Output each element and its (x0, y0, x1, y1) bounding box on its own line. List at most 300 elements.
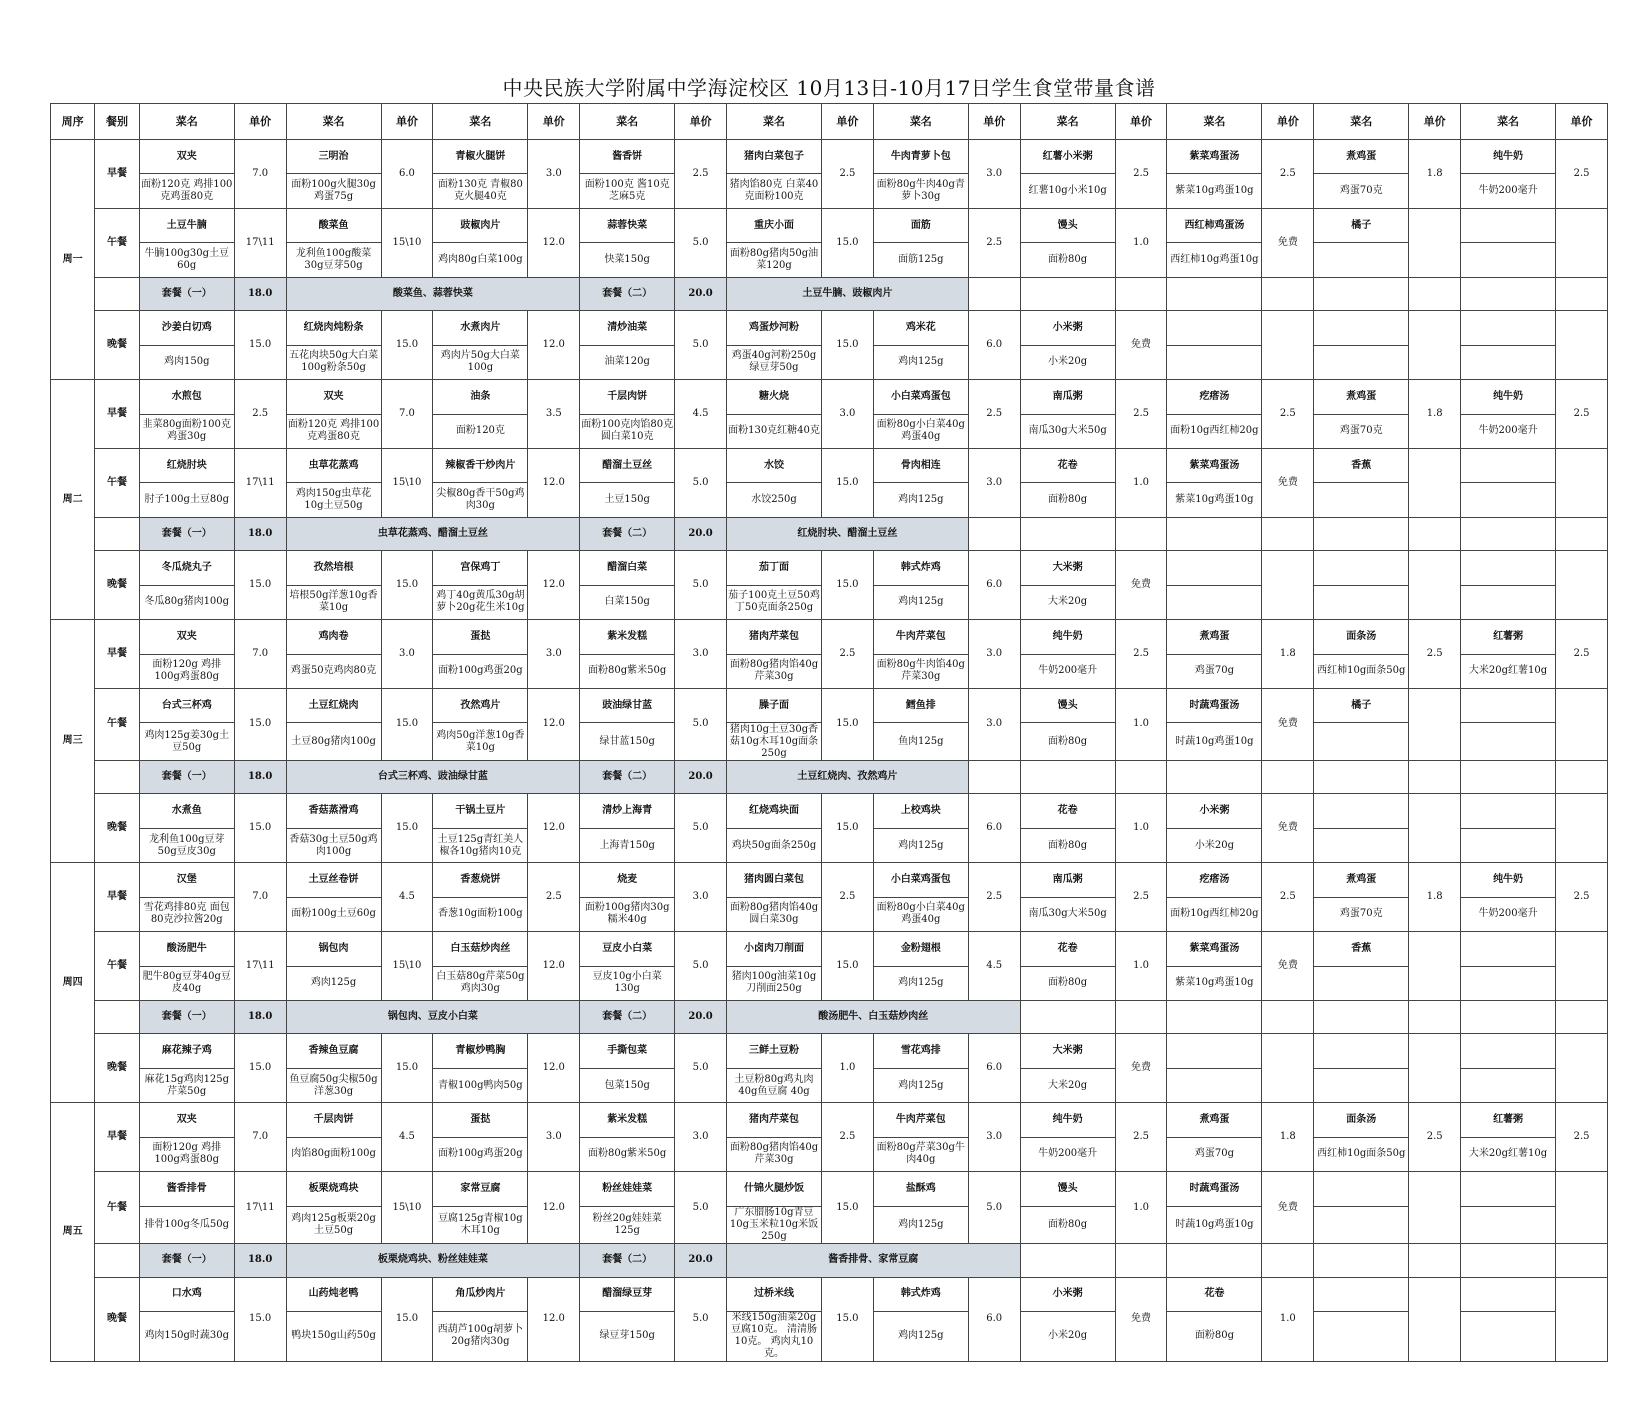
empty-cell (1461, 1244, 1556, 1277)
dish-ingredients: 面粉80g牛肉40g青萝卜30g (873, 174, 968, 208)
dish-price: 5.0 (675, 1034, 727, 1103)
dish-name (1167, 1034, 1262, 1068)
week-header: 周序 (51, 104, 95, 140)
dish-name: 家常豆腐 (433, 1172, 528, 1206)
dish-price (1409, 1277, 1461, 1361)
empty-cell (1461, 277, 1556, 310)
dish-ingredients: 白菜150g (580, 585, 675, 619)
dish-ingredients: 肥牛80g豆芽40g豆皮40g (139, 966, 234, 1000)
dish-price: 免费 (1262, 208, 1314, 277)
dish-name-header: 菜名 (139, 104, 234, 140)
dish-name: 青椒炒鸭胸 (433, 1034, 528, 1068)
dish-price: 4.5 (675, 380, 727, 449)
dish-price: 免费 (1262, 1172, 1314, 1244)
set-menu-row (51, 277, 1608, 310)
dish-ingredients (1314, 828, 1409, 862)
dish-ingredients: 豆皮10g小白菜130g (580, 966, 675, 1000)
dish-name: 蒜蓉快菜 (580, 208, 675, 242)
dish-ingredients: 广东腊肠10g青豆10g玉米粒10g米饭250g (726, 1206, 821, 1243)
meal-label: 晚餐 (95, 551, 139, 620)
dish-ingredients: 鸡肉125g (873, 828, 968, 862)
dish-price: 2.5 (528, 863, 580, 932)
dish-price: 2.5 (1409, 1103, 1461, 1172)
dish-name: 馒头 (1020, 1172, 1115, 1206)
dish-ingredients (1461, 966, 1556, 1000)
menu-row (51, 1034, 1608, 1068)
dish-price: 4.5 (381, 1103, 433, 1172)
dish-ingredients: 面粉120克 (433, 414, 528, 448)
menu-row (51, 380, 1608, 414)
menu-row (51, 620, 1608, 654)
set-menu-row (51, 1000, 1608, 1033)
dish-name: 纯牛奶 (1461, 380, 1556, 414)
day-label: 周四 (51, 863, 95, 1103)
dish-ingredients (1167, 1068, 1262, 1102)
dish-name: 孜然培根 (286, 551, 381, 585)
dish-name (1461, 208, 1556, 242)
set-description: 台式三杯鸡、豉油绿甘蓝 (286, 760, 580, 793)
set-description: 红烧肘块、醋溜土豆丝 (726, 517, 968, 550)
dish-name: 小卤肉刀削面 (726, 932, 821, 966)
dish-name: 鳕鱼排 (873, 689, 968, 723)
dish-ingredients: 麻花15g鸡肉125g芹菜50g (139, 1068, 234, 1102)
dish-price: 15.0 (234, 689, 286, 761)
dish-ingredients: 牛奶200毫升 (1461, 174, 1556, 208)
dish-price: 15.0 (234, 551, 286, 620)
dish-name: 韩式炸鸡 (873, 1277, 968, 1311)
dish-ingredients: 牛奶200毫升 (1461, 414, 1556, 448)
dish-price: 1.0 (1262, 1277, 1314, 1361)
dish-price: 6.0 (968, 1277, 1020, 1361)
meal-label: 午餐 (95, 932, 139, 1001)
dish-name: 小米粥 (1020, 311, 1115, 345)
dish-price: 3.0 (968, 1103, 1020, 1172)
dish-ingredients: 排骨100g冬瓜50g (139, 1206, 234, 1243)
page-title: 中央民族大学附属中学海淀校区 10月13日-10月17日学生食堂带量食谱 (502, 76, 1156, 100)
day-label: 周二 (51, 380, 95, 620)
dish-ingredients (1167, 345, 1262, 379)
dish-name: 台式三杯鸡 (139, 689, 234, 723)
dish-ingredients (1461, 1206, 1556, 1243)
dish-name: 红薯粥 (1461, 620, 1556, 654)
dish-ingredients (1314, 345, 1409, 379)
dish-name: 花卷 (1020, 794, 1115, 828)
dish-ingredients: 龙利鱼100g酸菜30g豆芽50g (286, 243, 381, 277)
dish-price: 6.0 (968, 551, 1020, 620)
dish-price: 15.0 (822, 448, 874, 517)
empty-cell (1314, 277, 1409, 310)
dish-name: 手撕包菜 (580, 1034, 675, 1068)
dish-name: 酱香排骨 (139, 1172, 234, 1206)
dish-ingredients: 大米20g (1020, 585, 1115, 619)
dish-name (1314, 794, 1409, 828)
dish-price: 4.5 (968, 932, 1020, 1001)
dish-price: 12.0 (528, 1172, 580, 1244)
dish-name: 红烧肉炖粉条 (286, 311, 381, 345)
dish-price (1262, 1034, 1314, 1103)
set-description: 土豆红烧肉、孜然鸡片 (726, 760, 968, 793)
empty-cell (1020, 1244, 1115, 1277)
dish-price: 1.0 (1115, 208, 1167, 277)
dish-ingredients: 牛奶200毫升 (1020, 1137, 1115, 1171)
dish-price (1556, 311, 1608, 380)
dish-ingredients: 面粉80g牛肉馅40g芹菜30g (873, 654, 968, 688)
set-description: 酱香排骨、家常豆腐 (726, 1244, 1020, 1277)
dish-price: 2.5 (1409, 620, 1461, 689)
dish-name: 醋溜绿豆芽 (580, 1277, 675, 1311)
dish-name: 纯牛奶 (1461, 140, 1556, 174)
dish-name: 香蕉 (1314, 448, 1409, 482)
dish-ingredients: 面粉100g鸡蛋20g (433, 1137, 528, 1171)
dish-price: 免费 (1115, 311, 1167, 380)
dish-price: 1.0 (1115, 1172, 1167, 1244)
set-price: 20.0 (675, 1000, 727, 1033)
meal-label: 午餐 (95, 208, 139, 277)
dish-name: 牛肉芹菜包 (873, 1103, 968, 1137)
dish-ingredients: 培根50g洋葱10g香菜10g (286, 585, 381, 619)
dish-ingredients (1461, 828, 1556, 862)
set-description: 锅包肉、豆皮小白菜 (286, 1000, 580, 1033)
dish-price: 2.5 (1262, 140, 1314, 209)
set-label: 套餐（二） (580, 1244, 675, 1277)
meal-label: 晚餐 (95, 794, 139, 863)
empty-cell (1115, 517, 1167, 550)
dish-name: 金粉翅根 (873, 932, 968, 966)
dish-price: 2.5 (1262, 380, 1314, 449)
set-menu-row (51, 760, 1608, 793)
dish-price: 15\10 (381, 1172, 433, 1244)
meal-label: 晚餐 (95, 1277, 139, 1361)
dish-ingredients: 大米20g红薯10g (1461, 654, 1556, 688)
empty-cell (1314, 517, 1409, 550)
dish-price: 15.0 (822, 551, 874, 620)
dish-price: 4.5 (381, 863, 433, 932)
dish-price (1409, 794, 1461, 863)
dish-price (1409, 551, 1461, 620)
dish-name: 盐酥鸡 (873, 1172, 968, 1206)
dish-ingredients: 猪肉馅80克 白菜40克面粉100克 (726, 174, 821, 208)
price-header: 单价 (528, 104, 580, 140)
dish-ingredients: 肉馅80g面粉100g (286, 1137, 381, 1171)
dish-price: 2.5 (1556, 1103, 1608, 1172)
dish-price: 2.5 (968, 208, 1020, 277)
dish-price: 15\10 (381, 208, 433, 277)
dish-name: 鸡蛋炒河粉 (726, 311, 821, 345)
dish-name: 紫米发糕 (580, 620, 675, 654)
dish-price: 2.5 (1115, 863, 1167, 932)
dish-price: 5.0 (968, 1172, 1020, 1244)
dish-ingredients: 快菜150g (580, 243, 675, 277)
dish-ingredients: 土豆125g青红美人椒各10g猪肉10克 (433, 828, 528, 862)
dish-ingredients: 五花肉块50g大白菜100g粉条50g (286, 345, 381, 379)
dish-name: 麻花辣子鸡 (139, 1034, 234, 1068)
dish-ingredients (1314, 1311, 1409, 1361)
dish-name: 千层肉饼 (286, 1103, 381, 1137)
dish-ingredients (1461, 345, 1556, 379)
dish-name-header: 菜名 (1461, 104, 1556, 140)
dish-name: 烧麦 (580, 863, 675, 897)
dish-ingredients: 香菇30g土豆50g鸡肉100g (286, 828, 381, 862)
dish-price: 6.0 (968, 794, 1020, 863)
dish-ingredients: 面粉80g (1020, 483, 1115, 517)
price-header: 单价 (1556, 104, 1608, 140)
dish-name: 青椒火腿饼 (433, 140, 528, 174)
dish-ingredients: 冬瓜80g猪肉100g (139, 585, 234, 619)
dish-name-header: 菜名 (873, 104, 968, 140)
dish-price: 15.0 (234, 794, 286, 863)
dish-ingredients: 小米20g (1167, 828, 1262, 862)
dish-name: 紫菜鸡蛋汤 (1167, 932, 1262, 966)
set-description: 酸汤肥牛、白玉菇炒肉丝 (726, 1000, 1020, 1033)
dish-ingredients: 猪肉100g油菜10g刀削面250g (726, 966, 821, 1000)
set-price: 18.0 (234, 760, 286, 793)
dish-name: 面条汤 (1314, 1103, 1409, 1137)
empty-cell (1556, 1000, 1608, 1033)
set-price: 20.0 (675, 277, 727, 310)
dish-ingredients: 青椒100g鸭肉50g (433, 1068, 528, 1102)
dish-name: 清炒油菜 (580, 311, 675, 345)
empty-cell (1314, 760, 1409, 793)
dish-ingredients: 鸡肉125g (873, 1206, 968, 1243)
dish-price: 5.0 (675, 311, 727, 380)
dish-ingredients: 面粉80g猪肉馅40g芹菜30g (726, 1137, 821, 1171)
set-blank (95, 1244, 139, 1277)
dish-ingredients: 红薯10g小米10g (1020, 174, 1115, 208)
empty-cell (1020, 1000, 1115, 1033)
menu-row (51, 448, 1608, 482)
dish-ingredients: 鸡蛋70g (1167, 1137, 1262, 1171)
dish-name: 小白菜鸡蛋包 (873, 380, 968, 414)
empty-cell (968, 517, 1020, 550)
dish-price: 6.0 (968, 311, 1020, 380)
dish-name: 红烧鸡块面 (726, 794, 821, 828)
dish-price (1409, 208, 1461, 277)
dish-price: 3.0 (968, 140, 1020, 209)
menu-row (51, 311, 1608, 345)
dish-ingredients: 鸡蛋70克 (1314, 897, 1409, 931)
set-label: 套餐（一） (139, 1000, 234, 1033)
dish-ingredients: 大米20g红薯10g (1461, 1137, 1556, 1171)
set-blank (95, 277, 139, 310)
set-menu-row (51, 1244, 1608, 1277)
menu-row (51, 1277, 1608, 1311)
menu-row (51, 551, 1608, 585)
dish-price: 5.0 (675, 208, 727, 277)
set-label: 套餐（一） (139, 760, 234, 793)
dish-price (1556, 794, 1608, 863)
dish-name: 疙瘩汤 (1167, 380, 1262, 414)
dish-price (1409, 311, 1461, 380)
empty-cell (1167, 760, 1262, 793)
dish-ingredients: 面粉120克 鸡排100克鸡蛋80克 (139, 174, 234, 208)
dish-ingredients: 面筋125g (873, 243, 968, 277)
dish-ingredients (1461, 1311, 1556, 1361)
dish-ingredients: 面粉10g西红柿20g (1167, 897, 1262, 931)
empty-cell (1556, 277, 1608, 310)
set-price: 18.0 (234, 277, 286, 310)
dish-ingredients: 鸡肉125g (873, 345, 968, 379)
dish-ingredients: 面粉80g (1020, 966, 1115, 1000)
dish-price: 3.0 (968, 689, 1020, 761)
dish-ingredients: 大米20g (1020, 1068, 1115, 1102)
dish-price: 12.0 (528, 1034, 580, 1103)
dish-name: 面条汤 (1314, 620, 1409, 654)
dish-ingredients: 米线150g油菜20g豆腐10克。 清清肠10克。 鸡肉丸10克。 (726, 1311, 821, 1361)
dish-name: 油条 (433, 380, 528, 414)
dish-ingredients: 鱼肉125g (873, 723, 968, 760)
dish-name: 煮鸡蛋 (1167, 1103, 1262, 1137)
meal-label: 早餐 (95, 863, 139, 932)
dish-price: 7.0 (381, 380, 433, 449)
dish-ingredients: 紫菜10g鸡蛋10g (1167, 174, 1262, 208)
dish-name: 猪肉芹菜包 (726, 620, 821, 654)
set-label: 套餐（二） (580, 760, 675, 793)
dish-price (1556, 551, 1608, 620)
dish-price: 3.0 (675, 863, 727, 932)
dish-price: 17\11 (234, 448, 286, 517)
dish-price: 15.0 (381, 1277, 433, 1361)
dish-price: 15.0 (822, 932, 874, 1001)
empty-cell (1262, 760, 1314, 793)
empty-cell (1020, 277, 1115, 310)
dish-name: 酸汤肥牛 (139, 932, 234, 966)
dish-ingredients: 粉丝20g娃娃菜125g (580, 1206, 675, 1243)
dish-name: 香葱烧饼 (433, 863, 528, 897)
dish-ingredients: 绿甘蓝150g (580, 723, 675, 760)
dish-price: 15\10 (381, 448, 433, 517)
dish-price: 7.0 (234, 620, 286, 689)
price-header: 单价 (234, 104, 286, 140)
dish-ingredients: 面粉80g (1020, 1206, 1115, 1243)
dish-price: 2.5 (822, 620, 874, 689)
dish-name: 橘子 (1314, 208, 1409, 242)
dish-ingredients: 面粉130克 青椒80克火腿40克 (433, 174, 528, 208)
dish-name: 香辣鱼豆腐 (286, 1034, 381, 1068)
dish-ingredients: 面粉100克 酱10克 芝麻5克 (580, 174, 675, 208)
empty-cell (1020, 760, 1115, 793)
dish-ingredients: 茄子100克土豆50鸡丁50克面条250g (726, 585, 821, 619)
dish-ingredients: 鸡肉125g (286, 966, 381, 1000)
dish-name: 花卷 (1167, 1277, 1262, 1311)
dish-ingredients: 面粉80g紫米50g (580, 654, 675, 688)
dish-ingredients: 猪肉10g土豆30g香菇10g木耳10g面条250g (726, 723, 821, 760)
dish-name: 面筋 (873, 208, 968, 242)
dish-price: 2.5 (1556, 380, 1608, 449)
empty-cell (1461, 517, 1556, 550)
dish-price: 3.0 (675, 1103, 727, 1172)
dish-name: 醋溜土豆丝 (580, 448, 675, 482)
empty-cell (1461, 1000, 1556, 1033)
dish-name: 土豆红烧肉 (286, 689, 381, 723)
empty-cell (1409, 760, 1461, 793)
dish-name: 重庆小面 (726, 208, 821, 242)
dish-price: 1.0 (1115, 448, 1167, 517)
dish-price: 免费 (1115, 1277, 1167, 1361)
dish-ingredients: 鸡肉125g (873, 966, 968, 1000)
dish-name (1314, 311, 1409, 345)
dish-ingredients: 面粉10g西红柿20g (1167, 414, 1262, 448)
empty-cell (1409, 1000, 1461, 1033)
dish-name: 沙姜白切鸡 (139, 311, 234, 345)
dish-name (1314, 1277, 1409, 1311)
dish-ingredients: 面粉80g猪肉馅40g圆白菜30g (726, 897, 821, 931)
dish-name: 牛肉芹菜包 (873, 620, 968, 654)
dish-name: 红烧肘块 (139, 448, 234, 482)
dish-name: 角瓜炒肉片 (433, 1277, 528, 1311)
empty-cell (1461, 760, 1556, 793)
dish-ingredients: 韭菜80g面粉100克鸡蛋30g (139, 414, 234, 448)
dish-ingredients: 鸡丁40g黄瓜30g胡萝卜20g花生米10g (433, 585, 528, 619)
dish-ingredients: 龙利鱼100g豆芽50g豆皮30g (139, 828, 234, 862)
empty-cell (1115, 760, 1167, 793)
set-blank (95, 1000, 139, 1033)
dish-name: 西红柿鸡蛋汤 (1167, 208, 1262, 242)
dish-ingredients: 鸡肉80g白菜100g (433, 243, 528, 277)
dish-price: 2.5 (675, 140, 727, 209)
dish-ingredients: 西红柿10g鸡蛋10g (1167, 243, 1262, 277)
dish-name: 虫草花蒸鸡 (286, 448, 381, 482)
dish-ingredients: 面粉130克红糖40克 (726, 414, 821, 448)
dish-name: 冬瓜烧丸子 (139, 551, 234, 585)
dish-name: 红薯小米粥 (1020, 140, 1115, 174)
dish-name: 孜然鸡片 (433, 689, 528, 723)
set-price: 18.0 (234, 517, 286, 550)
empty-cell (1409, 277, 1461, 310)
dish-ingredients: 鸡块50g面条250g (726, 828, 821, 862)
dish-ingredients (1461, 483, 1556, 517)
dish-name: 小米粥 (1020, 1277, 1115, 1311)
header-row (51, 104, 1608, 140)
empty-cell (968, 277, 1020, 310)
dish-price: 15.0 (822, 1172, 874, 1244)
dish-price: 3.0 (822, 380, 874, 449)
dish-ingredients (1461, 585, 1556, 619)
empty-cell (1262, 517, 1314, 550)
dish-name (1167, 551, 1262, 585)
dish-price: 5.0 (675, 689, 727, 761)
set-label: 套餐（一） (139, 277, 234, 310)
dish-price (1556, 1277, 1608, 1361)
price-header: 单价 (1262, 104, 1314, 140)
dish-name: 臊子面 (726, 689, 821, 723)
dish-price: 15.0 (381, 1034, 433, 1103)
dish-price: 7.0 (234, 1103, 286, 1172)
dish-price: 15.0 (822, 689, 874, 761)
dish-price: 免费 (1262, 794, 1314, 863)
set-blank (95, 517, 139, 550)
set-price: 20.0 (675, 1244, 727, 1277)
dish-ingredients: 面粉80g (1020, 243, 1115, 277)
dish-price (1262, 551, 1314, 620)
dish-name: 鸡肉卷 (286, 620, 381, 654)
dish-ingredients: 面粉120克 鸡排100克鸡蛋80克 (286, 414, 381, 448)
dish-name (1461, 551, 1556, 585)
day-label: 周一 (51, 140, 95, 380)
dish-price: 17\11 (234, 1172, 286, 1244)
dish-name: 酱香饼 (580, 140, 675, 174)
dish-price: 2.5 (1115, 1103, 1167, 1172)
dish-ingredients: 面粉120g 鸡排100g鸡蛋80g (139, 654, 234, 688)
dish-name: 白玉菇炒肉丝 (433, 932, 528, 966)
dish-name-header: 菜名 (433, 104, 528, 140)
dish-name: 水煮肉片 (433, 311, 528, 345)
dish-name: 牛肉青萝卜包 (873, 140, 968, 174)
dish-name: 大米粥 (1020, 1034, 1115, 1068)
dish-name: 骨肉相连 (873, 448, 968, 482)
set-label: 套餐（二） (580, 517, 675, 550)
dish-ingredients: 尖椒80g香干50g鸡肉30g (433, 483, 528, 517)
meal-label: 午餐 (95, 1172, 139, 1244)
